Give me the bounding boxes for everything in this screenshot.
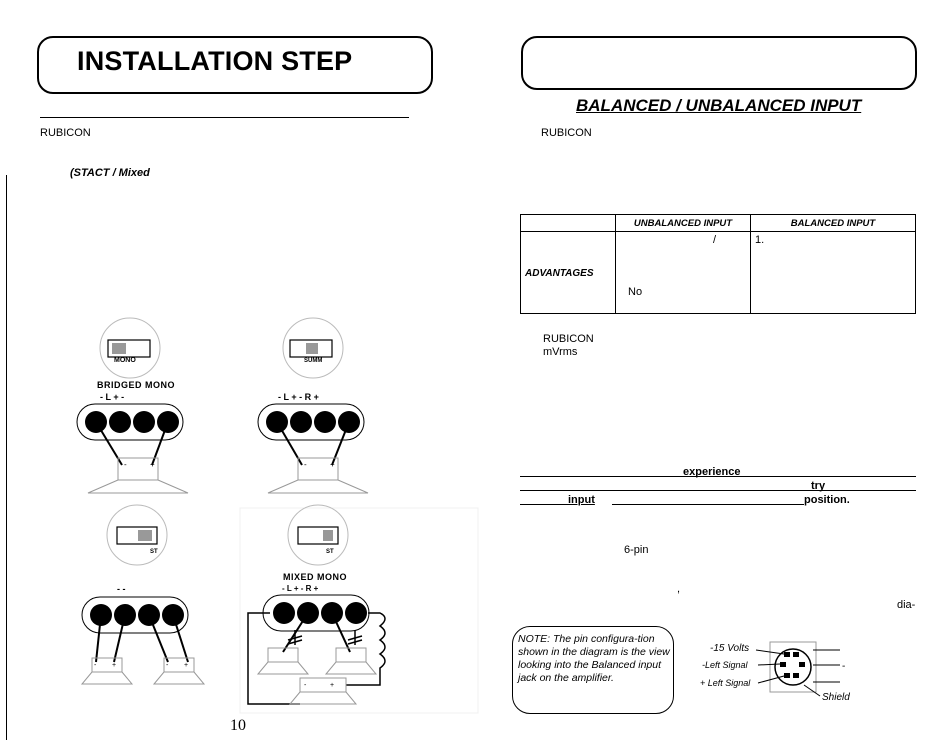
word-input: input (568, 494, 595, 506)
svg-text:+: + (330, 682, 335, 689)
table-header-blank (521, 215, 616, 232)
svg-text:-: - (94, 662, 97, 669)
para2-unit: mVrms (543, 346, 578, 358)
svg-text:-: - (304, 682, 307, 689)
left-brand-text: RUBICON (40, 127, 91, 139)
diagram-bridged-mono (77, 318, 188, 493)
para2-brand: RUBICON (543, 333, 594, 345)
word-6pin: 6-pin (624, 544, 649, 556)
fill-line-3b (612, 504, 804, 505)
word-dia: dia- (897, 599, 916, 611)
d2-switch-label: SUMM (304, 358, 323, 364)
table-header-unbalanced: UNBALANCED INPUT (616, 215, 751, 232)
pin-left-plus-label: + Left Signal (700, 678, 751, 688)
d1-terminals: - L + - (100, 392, 125, 402)
d1-switch-label: MONO (114, 357, 136, 364)
word-position: position. (804, 494, 850, 506)
speaker-wiring-diagrams (0, 300, 480, 720)
right-title-frame (521, 36, 917, 90)
pin-shield-label: Shield (822, 692, 850, 703)
d4-switch-label: ST (326, 549, 334, 555)
note-text: NOTE: The pin configura-tion shown in the diagram is the view looking into the Balanced input jack on the amplifier. (518, 633, 670, 684)
svg-text:-: - (166, 662, 169, 669)
fill-line-2 (520, 490, 916, 491)
diagram-stereo (82, 505, 204, 684)
unbal-cell-1: / (712, 234, 716, 246)
svg-text:+: + (112, 662, 117, 669)
pin-connector-diagram (680, 630, 880, 710)
left-italic-note: (STACT / Mixed (70, 167, 150, 179)
d1-title: BRIDGED MONO (97, 380, 175, 390)
table-header-balanced: BALANCED INPUT (751, 215, 916, 232)
word-try: try (811, 480, 826, 492)
d4-title: MIXED MONO (283, 572, 348, 582)
bal-cell-1: 1. (755, 234, 765, 246)
pin-left-minus-label: -Left Signal (702, 660, 748, 670)
row-label-advantages: ADVANTAGES (525, 267, 594, 279)
diagram-mixed-mono (240, 505, 478, 713)
right-brand-text: RUBICON (541, 127, 592, 139)
svg-text:+: + (150, 460, 155, 469)
pin-dash-label: - (842, 661, 846, 672)
page-number: 10 (230, 717, 246, 734)
fill-line-3a (520, 504, 568, 505)
pin-minus15-label: -15 Volts (710, 643, 750, 654)
svg-text:+: + (184, 662, 189, 669)
stray-comma: , (677, 583, 681, 595)
svg-text:+: + (330, 460, 335, 469)
d3-switch-label: ST (150, 549, 158, 555)
d4-terminals: - L + - R + (282, 584, 319, 593)
svg-text:-: - (124, 460, 127, 469)
diagram-summ (258, 318, 368, 493)
word-experience: experience (683, 466, 741, 478)
d3-terminals: - - (117, 584, 126, 594)
page-title: INSTALLATION STEP (77, 46, 353, 76)
unbal-cell-2: No (628, 286, 643, 298)
left-header-rule (40, 117, 409, 118)
svg-text:-: - (304, 460, 307, 469)
section-title: BALANCED / UNBALANCED INPUT (576, 96, 862, 115)
comparison-table (520, 214, 916, 314)
d2-terminals: - L + - R + (278, 392, 319, 402)
